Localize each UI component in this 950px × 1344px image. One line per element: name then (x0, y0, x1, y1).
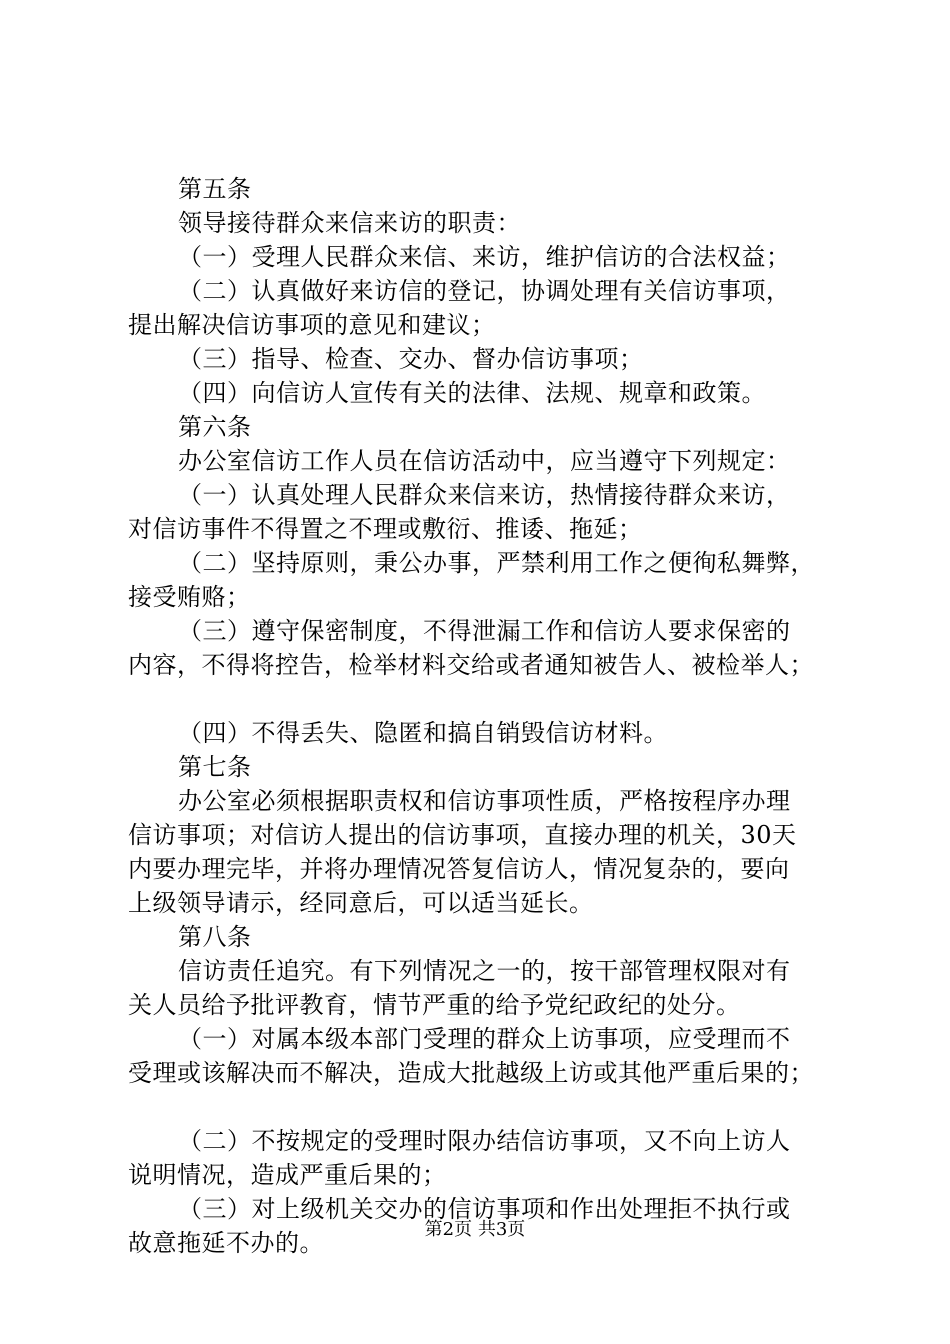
text-line: 办公室必须根据职责权和信访事项性质，严格按程序办理 (178, 787, 791, 815)
text-line: 第六条 (178, 413, 252, 441)
text-line: 办公室信访工作人员在信访活动中，应当遵守下列规定： (178, 447, 791, 475)
blank-line (128, 682, 830, 716)
text-line: （三）指导、检查、交办、督办信访事项； (178, 345, 644, 373)
page-footer: 第2页 共3页 (424, 1219, 526, 1240)
text-line: （一）对属本级本部门受理的群众上访事项，应受理而不 (178, 1025, 791, 1053)
blank-line (128, 1090, 830, 1124)
text-line: 上级领导请示，经同意后，可以适当延长。 (128, 889, 594, 917)
text-line: 提出解决信访事项的意见和建议； (128, 311, 496, 339)
text-line: 第八条 (178, 923, 252, 951)
text-line: 信访事项；对信访人提出的信访事项，直接办理的机关，30天 (128, 821, 797, 849)
text-line: （四）向信访人宣传有关的法律、法规、规章和政策。 (178, 379, 766, 407)
text-line: 第七条 (178, 753, 252, 781)
text-line: （二）认真做好来访信的登记，协调处理有关信访事项， (178, 277, 791, 305)
text-line: 接受贿赂； (128, 583, 251, 611)
text-line: 领导接待群众来信来访的职责： (178, 209, 521, 237)
text-line: 关人员给予批评教育，情节严重的给予党纪政纪的处分。 (128, 991, 741, 1019)
text-line: 受理或该解决而不解决，造成大批越级上访或其他严重后果的； (128, 1059, 814, 1087)
text-line: 故意拖延不办的。 (128, 1229, 324, 1257)
text-line: 内容，不得将控告，检举材料交给或者通知被告人、被检举人； (128, 651, 814, 679)
text-line: 对信访事件不得置之不理或敷衍、推诿、拖延； (128, 515, 643, 543)
text-line: （二）不按规定的受理时限办结信访事项，又不向上访人 (178, 1127, 791, 1155)
text-line: （三）遵守保密制度，不得泄漏工作和信访人要求保密的 (178, 617, 791, 645)
text-line: （一）认真处理人民群众来信来访，热情接待群众来访， (178, 481, 791, 509)
text-line: （二）坚持原则，秉公办事，严禁利用工作之便徇私舞弊， (178, 549, 815, 577)
text-line: （一）受理人民群众来信、来访，维护信访的合法权益； (178, 243, 791, 271)
text-line: 第五条 (178, 175, 252, 203)
text-line: 信访责任追究。有下列情况之一的，按干部管理权限对有 (178, 957, 791, 985)
text-line: 说明情况，造成严重后果的； (128, 1161, 447, 1189)
text-line: （四）不得丢失、隐匿和搞自销毁信访材料。 (178, 719, 668, 747)
text-line: （三）对上级机关交办的信访事项和作出处理拒不执行或 (178, 1195, 791, 1223)
text-line: 内要办理完毕，并将办理情况答复信访人，情况复杂的，要向 (128, 855, 790, 883)
document-body (128, 172, 830, 1260)
